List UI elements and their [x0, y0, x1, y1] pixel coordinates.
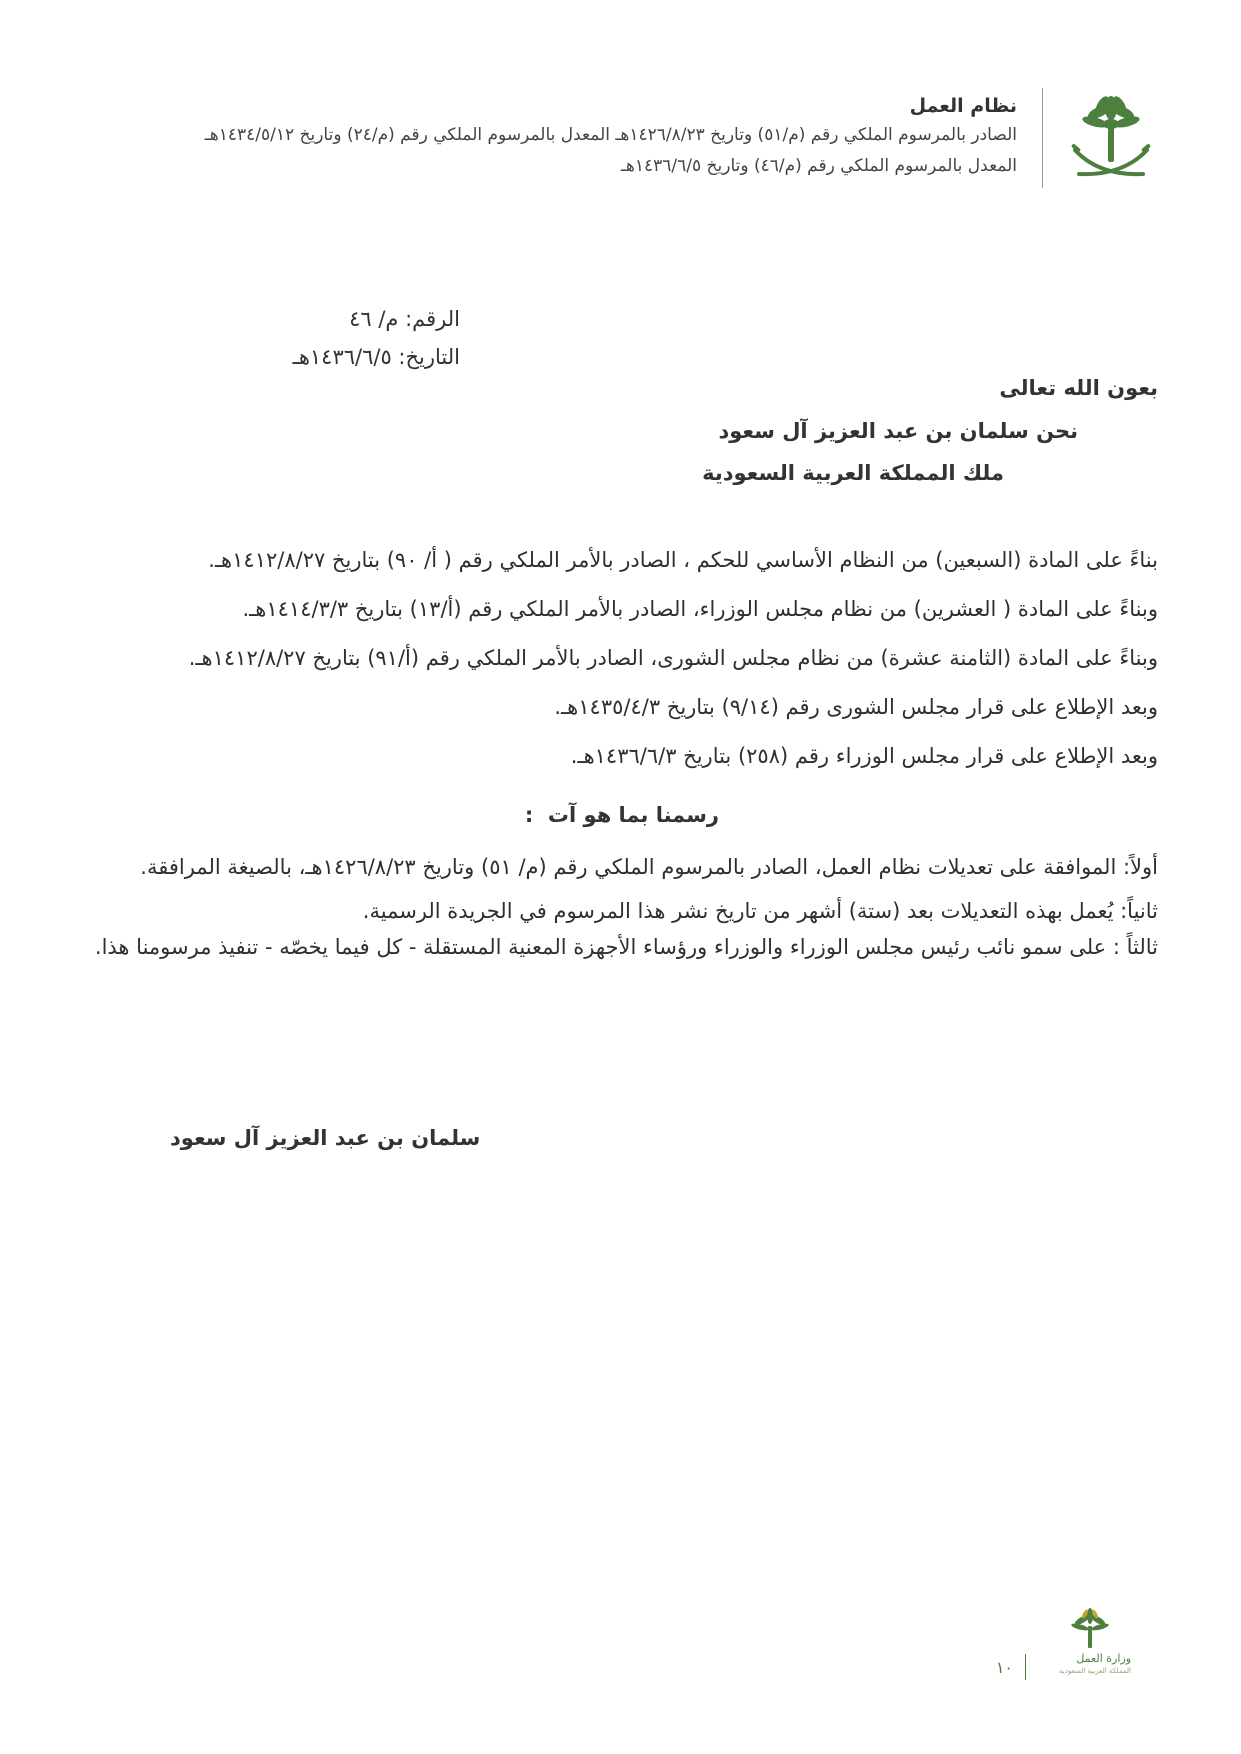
article-third: ثالثاً : على سمو نائب رئيس مجلس الوزراء والوزراء ورؤساء الأجهزة المعنية المستقلة - كل فيما يخصّه - تنفيذ مرسومنا هذا. — [94, 935, 1158, 959]
decree-articles — [83, 849, 1158, 965]
ministry-name: وزارة العمل — [1076, 1652, 1131, 1665]
decree-reference — [140, 300, 460, 376]
page-number: ١٠ — [995, 1658, 1013, 1677]
recital-item: بناءً على المادة (السبعين) من النظام الأساسي للحكم ، الصادر بالأمر الملكي رقم ( أ/ ٩٠) بتاريخ ١٤١٢/٨/٢٧هـ. — [208, 548, 1158, 572]
opening-invocation: بعون الله تعالى — [999, 376, 1158, 400]
header-issued-line: الصادر بالمرسوم الملكي رقم (م/٥١) وتاريخ ١٤٢٦/٨/٢٣هـ المعدل بالمرسوم الملكي رقم (م/٢٤) وتاريخ ١٤٣٤/٥/١٢هـ — [204, 125, 1017, 145]
decree-number: الرقم: م/ ٤٦ — [349, 307, 460, 331]
article-first: أولاً: الموافقة على تعديلات نظام العمل، الصادر بالمرسوم الملكي رقم (م/ ٥١) وتاريخ ١٤٢٦/٨/٢٣هـ، بالصيغة المرافقة. — [140, 855, 1158, 879]
ministry-subtitle: المملكة العربية السعودية — [1059, 1667, 1131, 1675]
recital-item: وبعد الإطلاع على قرار مجلس الوزراء رقم (٢٥٨) بتاريخ ١٤٣٦/٦/٣هـ. — [570, 744, 1158, 768]
article-second: ثانياً: يُعمل بهذه التعديلات بعد (ستة) أشهر من تاريخ نشر هذا المرسوم في الجريدة الرسمية. — [362, 899, 1158, 923]
page-footer — [931, 1608, 1131, 1688]
recital-item: وبناءً على المادة (الثامنة عشرة) من نظام مجلس الشورى، الصادر بالأمر الملكي رقم (أ/٩١) بتاريخ ١٤١٢/٨/٢٧هـ. — [188, 646, 1158, 670]
decree-heading: رسمنا بما هو آت : — [524, 803, 719, 827]
palm-tree-logo-icon — [1069, 1608, 1111, 1650]
header-amended-line: المعدل بالمرسوم الملكي رقم (م/٤٦) وتاريخ ١٤٣٦/٦/٥هـ — [620, 156, 1017, 176]
footer-divider — [1025, 1654, 1026, 1680]
king-name: نحن سلمان بن عبد العزيز آل سعود — [718, 419, 1078, 443]
recital-item: وبناءً على المادة ( العشرين) من نظام مجلس الوزراء، الصادر بالأمر الملكي رقم (أ/١٣) بتاريخ ١٤١٤/٣/٣هـ. — [242, 597, 1158, 621]
decree-date: التاريخ: ١٤٣٦/٦/٥هـ — [292, 345, 460, 369]
header-title: نظام العمل — [909, 95, 1017, 117]
signature: سلمان بن عبد العزيز آل سعود — [170, 1126, 481, 1150]
ministry-label — [1059, 1652, 1131, 1676]
saudi-emblem-icon — [1069, 94, 1153, 186]
document-header — [93, 88, 1153, 188]
kingdom-title: ملك المملكة العربية السعودية — [702, 461, 1004, 485]
header-divider — [1042, 88, 1043, 188]
recital-item: وبعد الإطلاع على قرار مجلس الشورى رقم (٩/١٤) بتاريخ ١٤٣٥/٤/٣هـ. — [554, 695, 1158, 719]
recitals-list — [78, 536, 1158, 781]
header-text-block — [97, 92, 1017, 182]
